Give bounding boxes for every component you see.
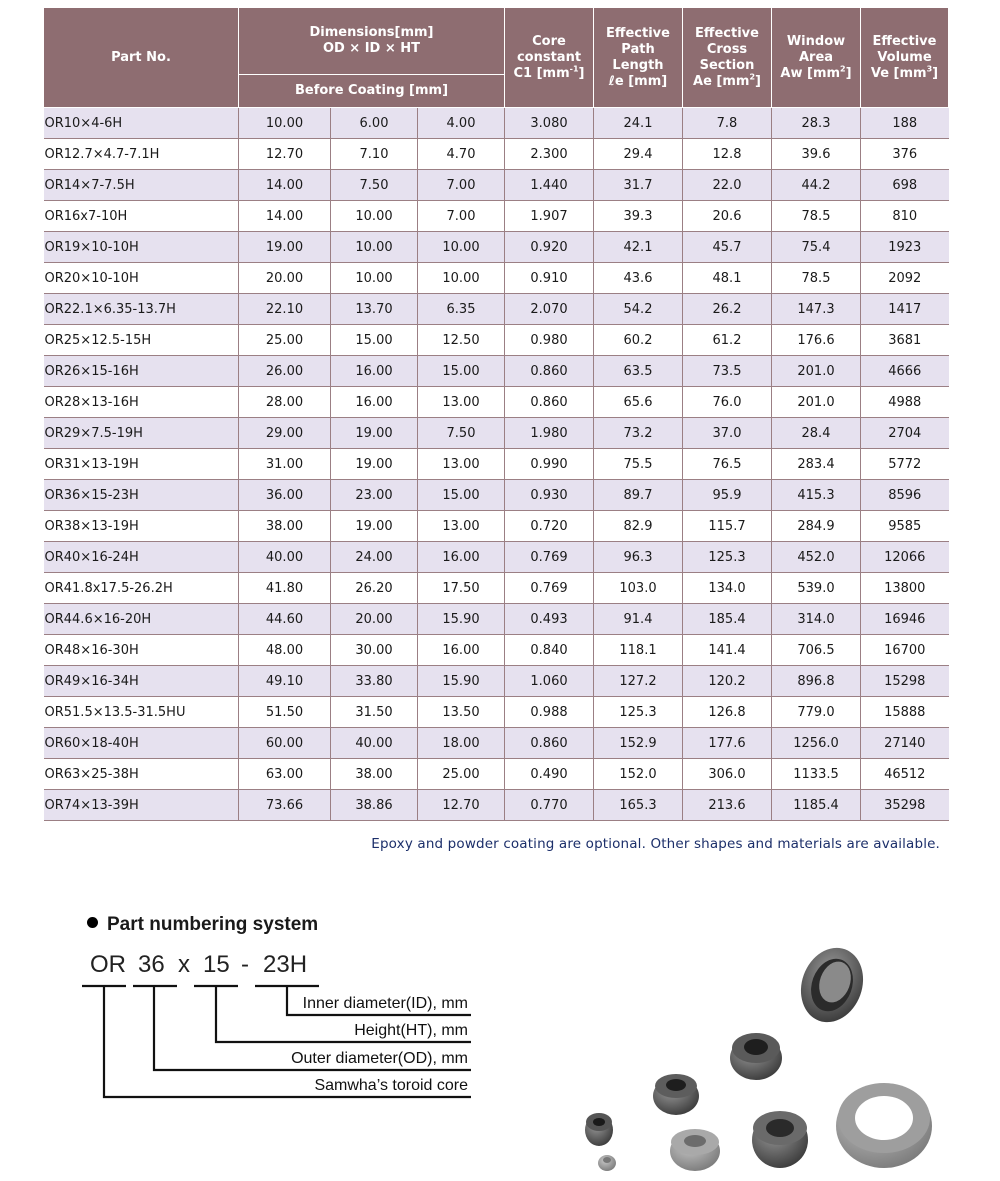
table-cell: 42.1 xyxy=(594,232,683,263)
part-number-cell: OR60×18-40H xyxy=(44,728,239,759)
table-cell: 20.6 xyxy=(683,201,772,232)
table-cell: 19.00 xyxy=(239,232,331,263)
table-cell: 16.00 xyxy=(331,356,418,387)
table-cell: 1.980 xyxy=(505,418,594,449)
table-cell: 24.00 xyxy=(331,542,418,573)
table-cell: 15.00 xyxy=(418,480,505,511)
table-cell: 103.0 xyxy=(594,573,683,604)
table-cell: 7.50 xyxy=(331,170,418,201)
table-cell: 13.00 xyxy=(418,387,505,418)
part-number-cell: OR22.1×6.35-13.7H xyxy=(44,294,239,325)
table-cell: 16.00 xyxy=(331,387,418,418)
table-cell: 0.910 xyxy=(505,263,594,294)
table-cell: 38.00 xyxy=(331,759,418,790)
table-cell: 6.35 xyxy=(418,294,505,325)
table-cell: 10.00 xyxy=(331,232,418,263)
table-cell: 7.10 xyxy=(331,139,418,170)
table-cell: 13.00 xyxy=(418,449,505,480)
legend-inner-diameter: Inner diameter(ID), mm xyxy=(302,995,468,1012)
table-cell: 19.00 xyxy=(331,511,418,542)
toroid-core-icon xyxy=(752,1111,808,1168)
table-cell: 22.10 xyxy=(239,294,331,325)
table-cell: 0.493 xyxy=(505,604,594,635)
part-number-cell: OR20×10-10H xyxy=(44,263,239,294)
table-cell: 41.80 xyxy=(239,573,331,604)
part-number-cell: OR26×15-16H xyxy=(44,356,239,387)
toroid-core-icon xyxy=(585,1113,613,1146)
table-cell: 35298 xyxy=(861,790,949,821)
table-cell: 15.90 xyxy=(418,666,505,697)
table-cell: 82.9 xyxy=(594,511,683,542)
table-cell: 29.4 xyxy=(594,139,683,170)
table-cell: 16.00 xyxy=(418,542,505,573)
table-cell: 89.7 xyxy=(594,480,683,511)
table-cell: 25.00 xyxy=(418,759,505,790)
table-cell: 39.6 xyxy=(772,139,861,170)
table-cell: 28.3 xyxy=(772,108,861,139)
header-cross-section: Effective Cross Section Ae $[mm^2]$ xyxy=(683,8,772,108)
part-number-cell: OR14×7-7.5H xyxy=(44,170,239,201)
table-cell: 31.00 xyxy=(239,449,331,480)
table-cell: 147.3 xyxy=(772,294,861,325)
table-cell: 115.7 xyxy=(683,511,772,542)
table-cell: 2092 xyxy=(861,263,949,294)
table-cell: 3.080 xyxy=(505,108,594,139)
table-cell: 2.070 xyxy=(505,294,594,325)
toroid-core-icon xyxy=(791,939,873,1031)
table-cell: 141.4 xyxy=(683,635,772,666)
header-window-area: Window Area Aw $[mm^2]$ xyxy=(772,8,861,108)
table-cell: 13.70 xyxy=(331,294,418,325)
toroid-core-icon xyxy=(670,1129,720,1171)
table-cell: 28.4 xyxy=(772,418,861,449)
table-cell: 0.769 xyxy=(505,542,594,573)
table-cell: 27140 xyxy=(861,728,949,759)
table-cell: 706.5 xyxy=(772,635,861,666)
table-cell: 118.1 xyxy=(594,635,683,666)
table-cell: 48.00 xyxy=(239,635,331,666)
table-cell: 152.0 xyxy=(594,759,683,790)
table-cell: 16.00 xyxy=(418,635,505,666)
table-cell: 31.50 xyxy=(331,697,418,728)
table-cell: 7.50 xyxy=(418,418,505,449)
table-cell: 1417 xyxy=(861,294,949,325)
legend-toroid-core: Samwha’s toroid core xyxy=(314,1077,468,1094)
table-cell: 10.00 xyxy=(331,263,418,294)
code-id: 23H xyxy=(263,951,308,978)
table-cell: 1923 xyxy=(861,232,949,263)
table-cell: 12.8 xyxy=(683,139,772,170)
table-cell: 76.5 xyxy=(683,449,772,480)
table-cell: 0.990 xyxy=(505,449,594,480)
table-cell: 134.0 xyxy=(683,573,772,604)
part-number-cell: OR48×16-30H xyxy=(44,635,239,666)
table-cell: 6.00 xyxy=(331,108,418,139)
table-cell: 37.0 xyxy=(683,418,772,449)
header-path-length: Effective Path Length ℓe [mm] xyxy=(594,8,683,108)
table-cell: 0.920 xyxy=(505,232,594,263)
table-cell: 40.00 xyxy=(239,542,331,573)
table-cell: 0.860 xyxy=(505,387,594,418)
table-cell: 24.1 xyxy=(594,108,683,139)
table-cell: 78.5 xyxy=(772,201,861,232)
table-cell: 10.00 xyxy=(239,108,331,139)
part-number-cell: OR31×13-19H xyxy=(44,449,239,480)
table-cell: 0.860 xyxy=(505,728,594,759)
table-cell: 415.3 xyxy=(772,480,861,511)
table-cell: 36.00 xyxy=(239,480,331,511)
table-cell: 125.3 xyxy=(594,697,683,728)
table-cell: 12066 xyxy=(861,542,949,573)
table-cell: 19.00 xyxy=(331,449,418,480)
table-cell: 176.6 xyxy=(772,325,861,356)
legend-height: Height(HT), mm xyxy=(354,1022,468,1039)
table-cell: 0.988 xyxy=(505,697,594,728)
table-cell: 12.70 xyxy=(418,790,505,821)
table-cell: 54.2 xyxy=(594,294,683,325)
toroid-core-icon xyxy=(730,1033,782,1080)
table-cell: 25.00 xyxy=(239,325,331,356)
table-cell: 95.9 xyxy=(683,480,772,511)
code-prefix: OR xyxy=(90,951,126,978)
table-cell: 18.00 xyxy=(418,728,505,759)
table-cell: 152.9 xyxy=(594,728,683,759)
table-cell: 60.00 xyxy=(239,728,331,759)
part-number-cell: OR10×4-6H xyxy=(44,108,239,139)
table-cell: 75.4 xyxy=(772,232,861,263)
code-od: 36 xyxy=(138,951,165,978)
table-cell: 30.00 xyxy=(331,635,418,666)
table-cell: 63.00 xyxy=(239,759,331,790)
table-cell: 4988 xyxy=(861,387,949,418)
table-cell: 75.5 xyxy=(594,449,683,480)
table-cell: 10.00 xyxy=(331,201,418,232)
part-number-cell: OR41.8x17.5-26.2H xyxy=(44,573,239,604)
table-cell: 3681 xyxy=(861,325,949,356)
table-cell: 73.66 xyxy=(239,790,331,821)
table-cell: 91.4 xyxy=(594,604,683,635)
part-number-cell: OR16x7-10H xyxy=(44,201,239,232)
table-cell: 126.8 xyxy=(683,697,772,728)
part-number-cell: OR36×15-23H xyxy=(44,480,239,511)
part-number-cell: OR25×12.5-15H xyxy=(44,325,239,356)
table-cell: 165.3 xyxy=(594,790,683,821)
table-cell: 1133.5 xyxy=(772,759,861,790)
table-cell: 39.3 xyxy=(594,201,683,232)
part-number-cell: OR40×16-24H xyxy=(44,542,239,573)
table-cell: 61.2 xyxy=(683,325,772,356)
table-cell: 63.5 xyxy=(594,356,683,387)
table-cell: 15.00 xyxy=(418,356,505,387)
table-cell: 20.00 xyxy=(331,604,418,635)
table-cell: 376 xyxy=(861,139,949,170)
code-dash: - xyxy=(241,951,249,978)
table-cell: 306.0 xyxy=(683,759,772,790)
table-cell: 20.00 xyxy=(239,263,331,294)
table-cell: 44.60 xyxy=(239,604,331,635)
table-cell: 177.6 xyxy=(683,728,772,759)
table-cell: 896.8 xyxy=(772,666,861,697)
table-cell: 73.2 xyxy=(594,418,683,449)
toroid-core-icon xyxy=(598,1155,616,1171)
toroid-core-icon xyxy=(653,1074,699,1115)
table-cell: 60.2 xyxy=(594,325,683,356)
table-cell: 7.8 xyxy=(683,108,772,139)
table-cell: 51.50 xyxy=(239,697,331,728)
table-cell: 0.930 xyxy=(505,480,594,511)
part-number-cell: OR44.6×16-20H xyxy=(44,604,239,635)
table-cell: 314.0 xyxy=(772,604,861,635)
table-cell: 14.00 xyxy=(239,170,331,201)
header-before-coating: Before Coating [mm] xyxy=(239,75,505,108)
code-x: x xyxy=(178,951,190,978)
toroid-core-icon xyxy=(836,1083,932,1168)
table-cell: 1.060 xyxy=(505,666,594,697)
table-cell: 1185.4 xyxy=(772,790,861,821)
table-cell: 45.7 xyxy=(683,232,772,263)
table-cell: 0.840 xyxy=(505,635,594,666)
table-cell: 19.00 xyxy=(331,418,418,449)
table-cell: 76.0 xyxy=(683,387,772,418)
table-cell: 125.3 xyxy=(683,542,772,573)
table-cell: 13800 xyxy=(861,573,949,604)
table-cell: 17.50 xyxy=(418,573,505,604)
table-cell: 26.20 xyxy=(331,573,418,604)
table-cell: 4.00 xyxy=(418,108,505,139)
table-cell: 2.300 xyxy=(505,139,594,170)
table-cell: 38.00 xyxy=(239,511,331,542)
table-cell: 127.2 xyxy=(594,666,683,697)
table-cell: 26.2 xyxy=(683,294,772,325)
table-cell: 13.50 xyxy=(418,697,505,728)
table-cell: 15298 xyxy=(861,666,949,697)
table-cell: 698 xyxy=(861,170,949,201)
table-cell: 810 xyxy=(861,201,949,232)
table-cell: 16700 xyxy=(861,635,949,666)
table-cell: 7.00 xyxy=(418,201,505,232)
table-cell: 452.0 xyxy=(772,542,861,573)
table-cell: 185.4 xyxy=(683,604,772,635)
table-cell: 15888 xyxy=(861,697,949,728)
table-cell: 33.80 xyxy=(331,666,418,697)
part-numbering-title: Part numbering system xyxy=(87,914,318,936)
table-cell: 10.00 xyxy=(418,263,505,294)
table-cell: 16946 xyxy=(861,604,949,635)
table-cell: 78.5 xyxy=(772,263,861,294)
part-number-cell: OR74×13-39H xyxy=(44,790,239,821)
table-cell: 12.50 xyxy=(418,325,505,356)
part-number-cell: OR19×10-10H xyxy=(44,232,239,263)
part-number-cell: OR63×25-38H xyxy=(44,759,239,790)
table-cell: 12.70 xyxy=(239,139,331,170)
table-cell: 0.720 xyxy=(505,511,594,542)
table-cell: 31.7 xyxy=(594,170,683,201)
table-cell: 14.00 xyxy=(239,201,331,232)
table-cell: 213.6 xyxy=(683,790,772,821)
table-cell: 4.70 xyxy=(418,139,505,170)
table-cell: 15.90 xyxy=(418,604,505,635)
table-cell: 188 xyxy=(861,108,949,139)
table-cell: 38.86 xyxy=(331,790,418,821)
table-cell: 4666 xyxy=(861,356,949,387)
table-cell: 5772 xyxy=(861,449,949,480)
header-dimensions: Dimensions[mm] OD × ID × HT xyxy=(239,8,505,75)
table-cell: 28.00 xyxy=(239,387,331,418)
table-cell: 9585 xyxy=(861,511,949,542)
table-cell: 0.769 xyxy=(505,573,594,604)
table-cell: 539.0 xyxy=(772,573,861,604)
table-cell: 284.9 xyxy=(772,511,861,542)
part-number-cell: OR51.5×13.5-31.5HU xyxy=(44,697,239,728)
part-number-cell: OR29×7.5-19H xyxy=(44,418,239,449)
table-cell: 44.2 xyxy=(772,170,861,201)
legend-outer-diameter: Outer diameter(OD), mm xyxy=(291,1050,468,1067)
table-cell: 779.0 xyxy=(772,697,861,728)
table-cell: 1.907 xyxy=(505,201,594,232)
table-cell: 0.980 xyxy=(505,325,594,356)
table-cell: 40.00 xyxy=(331,728,418,759)
table-cell: 23.00 xyxy=(331,480,418,511)
table-cell: 73.5 xyxy=(683,356,772,387)
header-part-no: Part No. xyxy=(44,8,239,108)
table-cell: 1256.0 xyxy=(772,728,861,759)
table-cell: 43.6 xyxy=(594,263,683,294)
table-cell: 7.00 xyxy=(418,170,505,201)
table-cell: 13.00 xyxy=(418,511,505,542)
part-number-cell: OR28×13-16H xyxy=(44,387,239,418)
table-cell: 8596 xyxy=(861,480,949,511)
header-effective-volume: Effective Volume Ve $[mm^3]$ xyxy=(861,8,949,108)
part-number-cell: OR38×13-19H xyxy=(44,511,239,542)
part-number-cell: OR49×16-34H xyxy=(44,666,239,697)
table-cell: 1.440 xyxy=(505,170,594,201)
table-cell: 10.00 xyxy=(418,232,505,263)
code-ht: 15 xyxy=(203,951,230,978)
table-cell: 46512 xyxy=(861,759,949,790)
table-cell: 2704 xyxy=(861,418,949,449)
table-cell: 201.0 xyxy=(772,356,861,387)
part-number-cell: OR12.7×4.7-7.1H xyxy=(44,139,239,170)
table-cell: 29.00 xyxy=(239,418,331,449)
table-cell: 120.2 xyxy=(683,666,772,697)
table-cell: 0.490 xyxy=(505,759,594,790)
table-cell: 48.1 xyxy=(683,263,772,294)
table-cell: 0.860 xyxy=(505,356,594,387)
table-cell: 22.0 xyxy=(683,170,772,201)
table-cell: 15.00 xyxy=(331,325,418,356)
table-cell: 65.6 xyxy=(594,387,683,418)
table-cell: 96.3 xyxy=(594,542,683,573)
table-cell: 201.0 xyxy=(772,387,861,418)
coating-note: Epoxy and powder coating are optional. Other shapes and materials are available. xyxy=(371,836,940,852)
header-core-constant: Core constant C1 $[mm^{-1}]$ xyxy=(505,8,594,108)
table-cell: 283.4 xyxy=(772,449,861,480)
table-cell: 26.00 xyxy=(239,356,331,387)
toroid-cores-photo xyxy=(560,930,960,1175)
table-cell: 0.770 xyxy=(505,790,594,821)
table-cell: 49.10 xyxy=(239,666,331,697)
